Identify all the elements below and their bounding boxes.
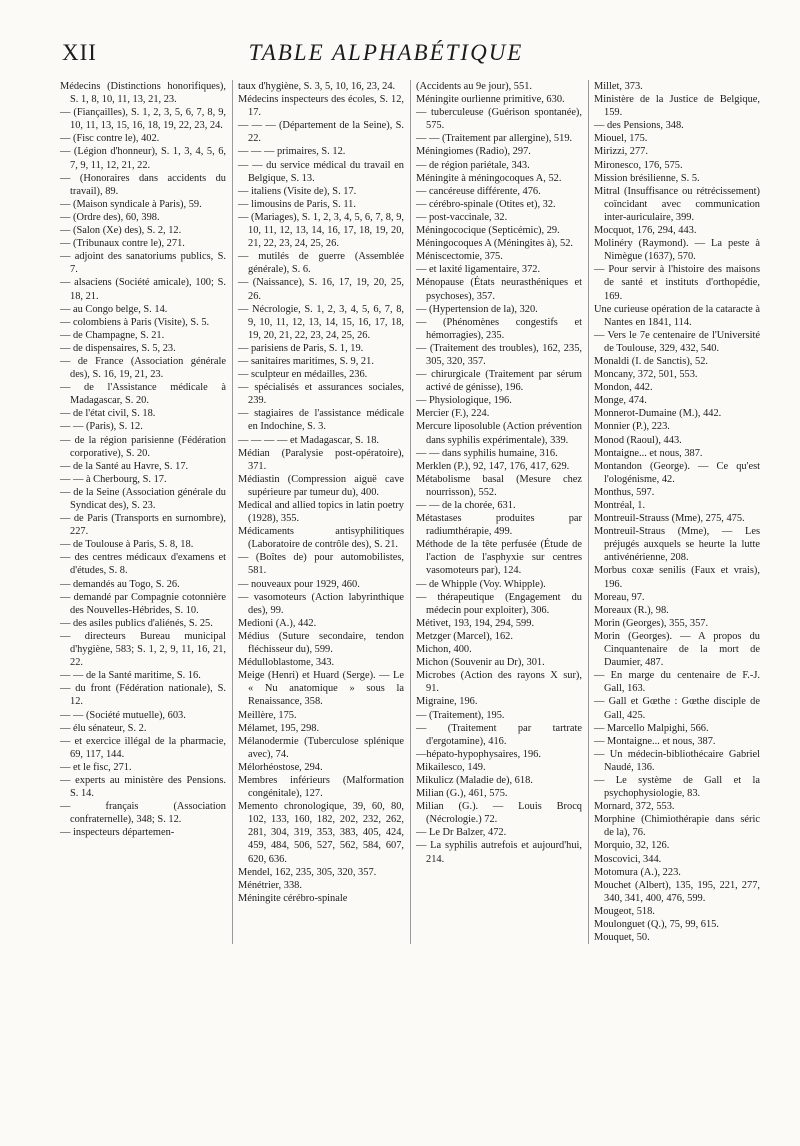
index-entry: — de Champagne, S. 21. [60,329,165,341]
index-entry: — Vers le 7e centenaire de l'Université de Toulouse, 329, 432, 540. [594,329,760,354]
index-entry: Méningite ourlienne primitive, 630. [416,94,565,106]
index-entry: — — de la Santé maritime, S. 16. [60,670,201,682]
index-entry: — La syphilis autrefois et aujourd'hui, 214. [416,840,582,865]
index-entry: — Le système de Gall et la psychophysiologie, 83. [594,774,760,800]
index-entry: — Un médecin-bibliothécaire Gabriel Naudé, 136. [594,748,760,773]
index-entry: — des centres médicaux d'examens et d'études, S. 8. [60,552,226,577]
index-entry: Ménétrier, 338. [238,879,302,891]
index-entry: —hépato-hypophysaires, 196. [416,748,541,760]
index-entry: Médian (Paralysie post-opératoire), 371. [238,447,404,472]
index-entry: — vasomoteurs (Action labyrinthique des), 99. [238,591,404,616]
index-entry: Méningocoques A (Méningites à), 52. [416,238,573,250]
index-entry: — demandés au Togo, S. 26. [60,578,180,590]
index-entry: Mornard, 372, 553. [594,801,675,813]
index-entry: — — (Traitement par allergine), 519. [416,133,573,145]
index-entry: — chirurgicale (Traitement par sérum activé de génisse), 196. [416,369,582,394]
index-entry: — stagiaires de l'assistance médicale en Indochine, S. 3. [238,408,404,433]
index-entry: Mercier (F.), 224. [416,408,490,420]
index-entry: Médecins (Distinctions honorifiques), S. 1, 8, 10, 11, 13, 21, 23. [60,81,226,106]
index-entry: Mikulicz (Maladie de), 618. [416,774,533,786]
index-entry: Monnerot-Dumaine (M.), 442. [594,408,722,420]
index-entry: — experts au ministère des Pensions. S. 14. [60,774,226,800]
index-entry: Metzger (Marcel), 162. [416,630,513,642]
index-entry: Monthus, 597. [594,486,655,498]
index-entry: Morphine (Chimiothérapie dans séric de la), 76. [594,814,760,839]
index-entry: — et le fisc, 271. [60,761,132,773]
index-entry: Mitral (Insuffisance ou rétrécissement) coïncidant avec communication inter-auriculaire, 399. [594,185,760,223]
index-entry: Microbes (Action des rayons X sur), 91. [416,670,582,695]
index-entry: — — — primaires, S. 12. [238,146,346,158]
index-entry: Métabolisme basal (Mesure chez nourrisson), 552. [416,473,582,498]
index-entry: Ministère de la Justice de Belgique, 159. [594,94,760,119]
index-entry: — de Paris (Transports en surnombre), 227. [60,513,226,538]
index-entry: Méningite cérébro-spinale [238,892,348,904]
index-entry: — (Salon (Xe) des), S. 2, 12. [60,225,182,237]
index-entry: — Physiologique, 196. [416,395,512,407]
index-entry: — (Traitement par tartrate d'ergotamine), 416. [416,722,582,747]
index-entry: — cérébro-spinale (Otites et), 32. [416,198,556,210]
index-entry: — de France (Association générale des), S. 16, 19, 21, 23. [60,355,226,381]
index-entry: — (Ordre des), 60, 398. [60,211,160,223]
index-entry: Moncany, 372, 501, 553. [594,369,698,381]
index-entry: Miouel, 175. [594,133,648,145]
index-entry: Meige (Henri) et Huard (Serge). — Le « Nu anatomique » sous la Renaissance, 358. [238,670,404,708]
index-entry: — nouveaux pour 1929, 460. [238,578,360,590]
index-entry: Mendel, 162, 235, 305, 320, 357. [238,866,377,878]
index-entry: — Gall et Gœthe : Gœthe disciple de Gall, 425. [594,696,760,721]
index-entry: Méningite à méningocoques A, 52. [416,172,562,184]
index-entry: Morin (Georges), 355, 357. [594,617,709,629]
page-number: XII [62,40,97,65]
index-entry: (Accidents au 9e jour), 551. [416,81,532,92]
index-entry: Moulonguet (Q.), 75, 99, 615. [594,919,719,930]
index-entry: — (Phénomènes congestifs et hémorragies), 235. [416,316,582,341]
index-entry: — (Traitement), 195. [416,709,505,721]
index-entry: Mikailesco, 149. [416,761,486,773]
index-entry: — demandé par Compagnie cotonnière des Nouvelles-Hébrides, S. 10. [60,591,226,616]
index-entry: — de Whipple (Voy. Whipple). [416,578,546,590]
index-entry: Méniscectomie, 375. [416,251,503,263]
index-entry: — français (Association confraternelle), 348; S. 12. [60,801,226,826]
index-entry: — (Fisc contre le), 402. [60,133,160,145]
index-entry: — cancéreuse différente, 476. [416,185,541,197]
index-entry: — au Congo belge, S. 14. [60,303,168,315]
index-entry: — — à Cherbourg, S. 17. [60,473,167,485]
index-entry: Morquio, 32, 126. [594,840,670,852]
index-entry: Merklen (P.), 92, 147, 176, 417, 629. [416,460,570,472]
index-entry: — de la Santé au Havre, S. 17. [60,460,189,472]
index-entry: Morbus coxæ senilis (Faux et vrais), 196. [594,565,760,590]
index-entry: Méthode de la tête perfusée (Étude de l'action de l'asphyxie sur centres vasomoteurs par), 124. [416,539,582,577]
index-entry: Mouchet (Albert), 135, 195, 221, 277, 340, 341, 400, 476, 599. [594,879,760,904]
index-entry: Métivet, 193, 194, 294, 599. [416,617,535,629]
index-entry: — de la région parisienne (Fédération corporative), S. 20. [60,434,226,459]
index-entry: Molinéry (Raymond). — La peste à Nimègue (1637), 570. [594,238,760,263]
index-entry: Mirizzi, 277. [594,146,648,158]
index-entry: — parisiens de Paris, S. 1, 19. [238,342,364,354]
index-entry: Mougeot, 518. [594,905,655,917]
index-entry: Mondon, 442. [594,382,653,394]
index-entry: Monnier (P.), 223. [594,421,670,433]
index-entry: Morin (Georges). — A propos du Cinquantenaire de la mort de Daumier, 487. [594,630,760,669]
index-entry: Médecins inspecteurs des écoles, S. 12, 17. [238,94,404,119]
index-entry: Medioni (A.), 442. [238,617,317,629]
index-entry: — de la Seine (Association générale du Syndicat des), S. 23. [60,486,226,511]
index-entry: — Nécrologie, S. 1, 2, 3, 4, 5, 6, 7, 8, 9, 10, 11, 12, 13, 14, 15, 16, 17, 18, 19, 20, 21, 22, 23, 24, 25, 26. [238,303,404,341]
index-entry: Moscovici, 344. [594,853,662,865]
index-entry: Monod (Raoul), 443. [594,434,682,446]
index-entry: — (Traitement des troubles), 162, 235, 305, 320, 357. [416,342,582,367]
index-entry: Montreuil-Straus (Mme), — Les préjugés auxquels se heurte la lutte antivénérienne, 208. [594,526,760,564]
index-entry: Montaigne... et nous, 387. [594,447,703,459]
index-entry: Milian (G.). — Louis Brocq (Nécrologie.) 72. [416,801,582,826]
index-column-2 [232,80,404,944]
index-entry: — Le Dr Balzer, 472. [416,827,507,839]
index-entry: Moreau, 97. [594,591,645,603]
index-entry: Mouquet, 50. [594,932,650,944]
index-entry: — de Toulouse à Paris, S. 8, 18. [60,539,194,551]
index-entry: Méningiomes (Radio), 297. [416,146,531,158]
index-entry: Meillère, 175. [238,709,297,721]
index-entry: — — du service médical du travail en Belgique, S. 13. [238,159,404,184]
index-entry: Ménopause (États neurasthéniques et psychoses), 357. [416,277,582,302]
index-entry: — et exercice illégal de la pharmacie, 69, 117, 144. [60,735,226,760]
page-title: TABLE ALPHABÉTIQUE [248,40,524,65]
index-entry: — élu sénateur, S. 2. [60,722,147,734]
index-entry: — limousins de Paris, S. 11. [238,198,356,210]
index-entry: — — de la chorée, 631. [416,500,516,511]
index-entry: Mélamet, 195, 298. [238,722,320,734]
index-entry: — directeurs Bureau municipal d'hygiène, 583; S. 1, 2, 9, 11, 16, 21, 22. [60,630,226,669]
index-entry: — — dans syphilis humaine, 316. [416,447,558,459]
index-entry: — (Boîtes de) pour automobilistes, 581. [238,552,404,577]
index-entry: — — (Paris), S. 12. [60,421,143,433]
index-entry: — de l'état civil, S. 18. [60,408,156,420]
index-entry: Membres inférieurs (Malformation congénitale), 127. [238,774,404,800]
index-entry: Méningococique (Septicémic), 29. [416,225,560,237]
index-entry: Montandon (George). — Ce qu'est l'ologénisme, 42. [594,460,760,485]
index-entry: — post-vaccinale, 32. [416,211,508,223]
index-entry: — (Maison syndicale à Paris), 59. [60,198,202,210]
index-entry: Métastases produites par radiumthérapie, 499. [416,513,582,538]
index-entry: Moreaux (R.), 98. [594,604,669,616]
index-entry: Motomura (A.), 223. [594,866,681,878]
index-entry: Medical and allied topics in latin poetry (1928), 355. [238,500,404,525]
index-entry: — thérapeutique (Engagement du médecin pour exploiter), 306. [416,591,582,616]
index-entry: Médicaments antisyphilitiques (Laboratoire de contrôle des), S. 21. [238,526,404,551]
index-entry: Montréal, 1. [594,500,646,511]
index-entry: — (Naissance), S. 16, 17, 19, 20, 25, 26. [238,277,404,302]
index-column-3 [410,80,582,944]
index-entry: — Montaigne... et nous, 387. [594,735,716,747]
index-entry: Mocquot, 176, 294, 443. [594,225,697,237]
index-entry: — adjoint des sanatoriums publics, S. 7. [60,251,226,276]
index-entry: — inspecteurs départemen- [60,827,175,839]
index-entry: — — — (Département de la Seine), S. 22. [238,120,404,145]
index-entry: Milian (G.), 461, 575. [416,788,508,800]
index-entry: Migraine, 196. [416,696,478,708]
index-entry: Mironesco, 176, 575. [594,159,683,171]
index-column-1 [60,80,226,944]
index-entry: — alsaciens (Société amicale), 100; S. 18, 21. [60,277,226,302]
index-entry: — italiens (Visite de), S. 17. [238,185,357,197]
index-entry: — Pour servir à l'histoire des maisons de santé et instituts d'orthopédie, 169. [594,264,760,302]
index-entry: Mélanodermie (Tuberculose splénique avec), 74. [238,735,404,760]
index-entry: — de région pariétale, 343. [416,159,530,171]
index-entry: — (Honoraires dans accidents du travail), 89. [60,172,226,197]
index-entry: — sanitaires maritimes, S. 9, 21. [238,355,374,367]
index-entry: Michon (Souvenir au Dr), 301. [416,657,545,669]
index-entry: — (Tribunaux contre le), 271. [60,238,185,250]
index-entry: — de dispensaires, S. 5, 23. [60,342,176,354]
index-entry: — Marcello Malpighi, 566. [594,722,709,734]
index-entry: Médius (Suture secondaire, tendon fléchisseur du), 599. [238,630,404,656]
index-entry: Mercure liposoluble (Action prévention dans syphilis expérimentale), 339. [416,421,582,446]
index-entry: — de l'Assistance médicale à Madagascar, S. 20. [60,382,226,407]
index-column-4 [588,80,760,944]
index-entry: Médulloblastome, 343. [238,657,335,669]
index-entry: — — — — et Madagascar, S. 18. [238,434,379,446]
index-entry: — des Pensions, 348. [594,120,684,132]
index-entry: Mission brésilienne, S. 5. [594,172,700,184]
index-entry: Une curieuse opération de la cataracte à Nantes en 1841, 114. [594,303,760,328]
index-entry: — (Légion d'honneur), S. 1, 3, 4, 5, 6, 7, 9, 11, 12, 21, 22. [60,146,226,171]
index-entry: — (Hypertension de la), 320. [416,303,538,315]
index-entry: — sculpteur en médailles, 236. [238,369,368,381]
index-entry: — mutilés de guerre (Assemblée générale), S. 6. [238,251,404,276]
index-entry: Monaldi (I. de Sanctis), 52. [594,355,708,367]
page-header [62,38,710,78]
index-columns [60,80,760,944]
index-entry: — (Mariages), S. 1, 2, 3, 4, 5, 6, 7, 8, 9, 10, 11, 12, 13, 14, 16, 17, 18, 19, 20, 21, 22, 23, 24, 25, 26. [238,211,404,250]
index-entry: — des asiles publics d'aliénés, S. 25. [60,617,213,629]
index-entry: — spécialisés et assurances sociales, 239. [238,382,404,407]
index-entry: Médiastin (Compression aiguë cave supérieure par tumeur du), 400. [238,473,404,498]
index-entry: — — (Société mutuelle), 603. [60,709,186,721]
index-entry: Montreuil-Strauss (Mme), 275, 475. [594,513,745,525]
index-entry: — En marge du centenaire de F.-J. Gall, 163. [594,670,760,695]
index-entry: taux d'hygiène, S. 3, 5, 10, 16, 23, 24. [238,81,396,92]
index-entry: Michon, 400. [416,644,472,656]
index-entry: Memento chronologique, 39, 60, 80, 102, 133, 160, 182, 202, 232, 262, 281, 304, 319, 353, 383, 405, 424, 459, 484, 506, 527, 562, 584, 607, 620, 636. [238,801,404,865]
index-entry: Monge, 474. [594,395,647,407]
index-entry: — colombiens à Paris (Visite), S. 5. [60,316,210,328]
index-entry: — du front (Fédération nationale), S. 12. [60,683,226,708]
index-entry: — (Fiançailles), S. 1, 2, 3, 5, 6, 7, 8, 9, 10, 11, 13, 15, 16, 18, 19, 22, 23, 24. [60,107,226,132]
index-entry: Millet, 373. [594,81,643,92]
index-entry: — et laxité ligamentaire, 372. [416,264,541,276]
index-entry: — tuberculeuse (Guérison spontanée), 575. [416,107,582,132]
index-entry: Mélorhéostose, 294. [238,761,323,773]
